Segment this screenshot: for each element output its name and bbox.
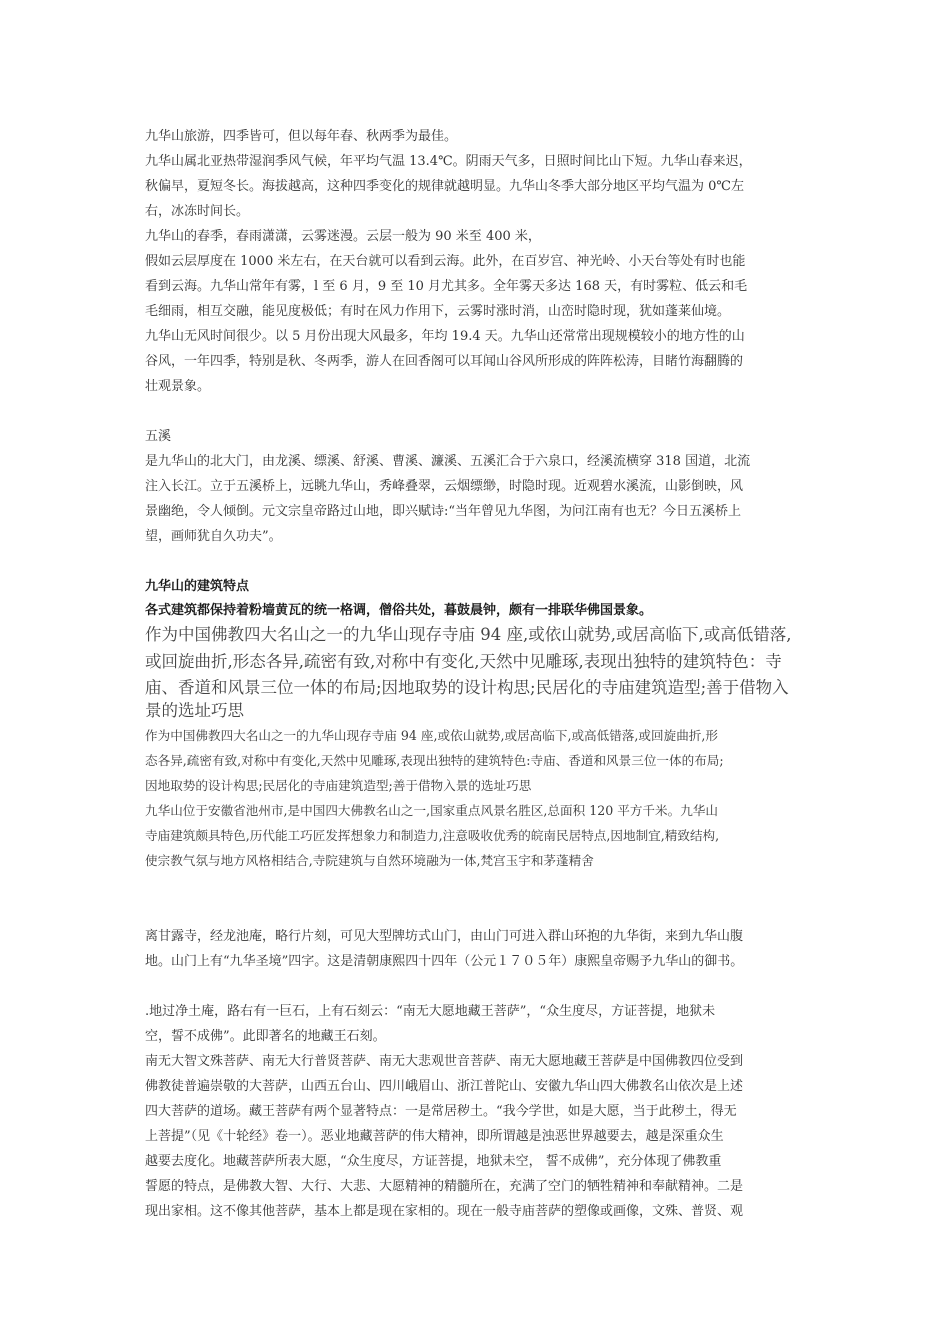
text-line: 佛教徒普遍崇敬的大菩萨，山西五台山、四川峨眉山、浙江普陀山、安徽九华山四大佛教名山依次是上述 bbox=[145, 1079, 744, 1094]
text-line: 秋偏早，夏短冬长。海拔越高，这种四季变化的规律就越明显。九华山冬季大部分地区平均气温为 0℃左 bbox=[145, 179, 744, 194]
text-line: 四大菩萨的道场。藏王菩萨有两个显著特点：一是常居秽土。“我今学世，如是大愿，当于此秽土，得无 bbox=[145, 1104, 737, 1119]
text-line: 誓愿的特点，是佛教大智、大行、大悲、大愿精神的精髓所在，充满了空门的牺牲精神和奉献精神。二是 bbox=[145, 1179, 744, 1194]
large-text-line: 作为中国佛教四大名山之一的九华山现存寺庙 94 座,或依山就势,或居高临下,或高低错落, bbox=[145, 625, 792, 644]
text-line: 现出家相。这不像其他菩萨，基本上都是现在家相的。现在一般寺庙菩萨的塑像或画像，文殊、普贤、观 bbox=[145, 1204, 744, 1219]
text-line: 使宗教气氛与地方风格相结合,寺院建筑与自然环境融为一体,梵宫玉宇和茅蓬精舍 bbox=[145, 853, 594, 868]
section-title: 五溪 bbox=[145, 429, 172, 444]
bold-summary: 各式建筑都保持着粉墙黄瓦的统一格调，僧俗共处，暮鼓晨钟，颇有一排联华佛国景象。 bbox=[145, 603, 653, 618]
text-line: 越要去度化。地藏菩萨所表大愿，“众生度尽，方证菩提，地狱未空， 誓不成佛”，充分体现了佛教重 bbox=[145, 1154, 722, 1169]
text-line: 谷风，一年四季，特别是秋、冬两季，游人在回香阁可以耳闻山谷风所形成的阵阵松涛，目睹竹海翻腾的 bbox=[145, 354, 744, 369]
text-line: 因地取势的设计构思;民居化的寺庙建筑造型;善于借物入景的选址巧思 bbox=[145, 778, 532, 793]
text-line: 上菩提”（见《十轮经》卷一）。恶业地藏菩萨的伟大精神，即所谓越是浊恶世界越要去，越是深重众生 bbox=[145, 1129, 724, 1144]
text-line: 九华山位于安徽省池州市,是中国四大佛教名山之一,国家重点风景名胜区,总面积 120 平方千米。九华山 bbox=[145, 803, 718, 818]
large-text-line: 或回旋曲折,形态各异,疏密有致,对称中有变化,天然中见雕琢,表现出独特的建筑特色：寺 bbox=[145, 652, 782, 671]
text-line: 南无大智文殊菩萨、南无大行普贤菩萨、南无大悲观世音菩萨、南无大愿地藏王菩萨是中国佛教四位受到 bbox=[145, 1054, 744, 1069]
text-line: 景幽绝，令人倾倒。元文宗皇帝路过山地，即兴赋诗:“当年曾见九华图，为问江南有也无？今日五溪桥上 bbox=[145, 504, 742, 519]
text-line: 毛细雨，相互交融，能见度极低；有时在风力作用下，云雾时涨时消，山峦时隐时现，犹如蓬莱仙境。 bbox=[145, 304, 731, 319]
text-line: 九华山无风时间很少。以 5 月份出现大风最多，年均 19.4 天。九华山还常常出现规模较小的地方性的山 bbox=[145, 329, 745, 344]
text-line: 态各异,疏密有致,对称中有变化,天然中见雕琢,表现出独特的建筑特色:寺庙、香道和风景三位一体的布局; bbox=[145, 753, 724, 768]
text-line: .地过净土庵，路右有一巨石，上有石刻云：“南无大愿地藏王菩萨”，“众生度尽，方证菩提，地狱未 bbox=[145, 1004, 716, 1019]
text-line: 是九华山的北大门，由龙溪、缥溪、舒溪、曹溪、濂溪、五溪汇合于六泉口，经溪流横穿 318 国道，北流 bbox=[145, 454, 751, 469]
text-line: 注入长江。立于五溪桥上，远眺九华山，秀峰叠翠，云烟缥缈，时隐时现。近观碧水溪流，山影倒映，风 bbox=[145, 479, 744, 494]
large-text-line: 景的选址巧思 bbox=[145, 701, 244, 720]
text-line: 望，画师犹自久功夫”。 bbox=[145, 529, 282, 544]
text-line: 地。山门上有“九华圣境”四字。这是清朝康熙四十四年（公元１７０５年）康熙皇帝赐予九华山的御书。 bbox=[145, 954, 744, 969]
text-line: 寺庙建筑颇具特色,历代能工巧匠发挥想象力和制造力,注意吸收优秀的皖南民居特点,因地制宜,精致结构, bbox=[145, 828, 720, 843]
text-line: 九华山旅游，四季皆可，但以每年春、秋两季为最佳。 bbox=[145, 129, 458, 144]
section-title: 九华山的建筑特点 bbox=[145, 579, 250, 594]
text-line: 看到云海。九华山常年有雾，l 至 6 月，9 至 10 月尤其多。全年雾天多达 168 天，有时雾粒、低云和毛 bbox=[145, 279, 748, 294]
text-line: 作为中国佛教四大名山之一的九华山现存寺庙 94 座,或依山就势,或居高临下,或高低错落,或回旋曲折,形 bbox=[145, 728, 718, 743]
text-line: 九华山的春季，春雨潇潇，云雾迷漫。云层一般为 90 米至 400 米， bbox=[145, 229, 541, 244]
text-line: 壮观景象。 bbox=[145, 379, 211, 394]
text-line: 假如云层厚度在 1000 米左右，在天台就可以看到云海。此外，在百岁宫、神光岭、小天台等处有时也能 bbox=[145, 254, 746, 269]
text-line: 空，誓不成佛”。此即著名的地藏王石刻。 bbox=[145, 1029, 386, 1044]
text-line: 九华山属北亚热带湿润季风气候，年平均气温 13.4℃。阴雨天气多，日照时间比山下短。九华山春来迟， bbox=[145, 154, 752, 169]
text-line: 右，冰冻时间长。 bbox=[145, 204, 250, 219]
text-line: 离甘露寺，经龙池庵，略行片刻，可见大型牌坊式山门，由山门可进入群山环抱的九华街，来到九华山腹 bbox=[145, 929, 744, 944]
large-text-line: 庙、香道和风景三位一体的布局;因地取势的设计构思;民居化的寺庙建筑造型;善于借物入 bbox=[145, 678, 789, 697]
